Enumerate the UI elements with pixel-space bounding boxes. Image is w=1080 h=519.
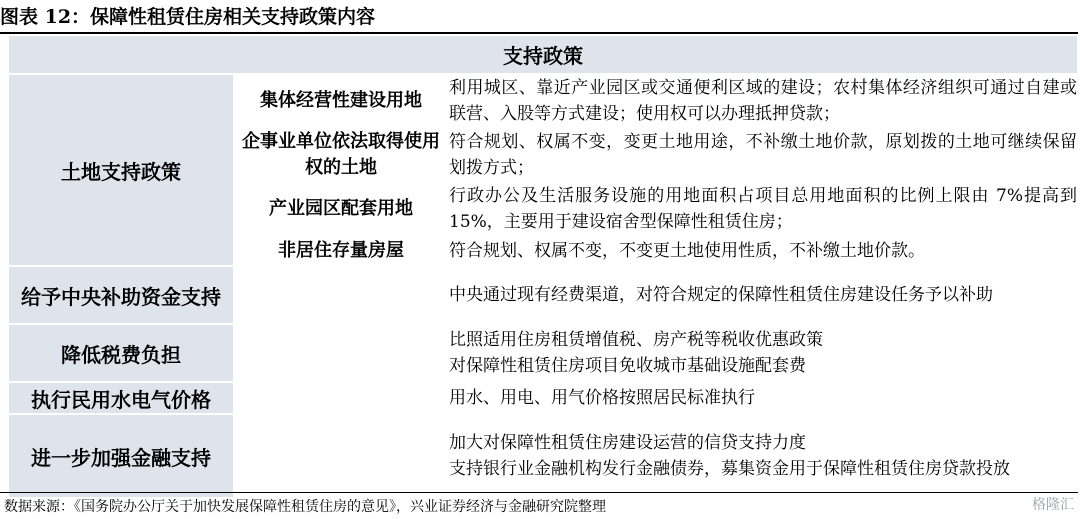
table-row — [9, 382, 1077, 414]
desc-line: 加大对保障性租赁住房建设运营的信贷支持力度 — [449, 433, 806, 453]
table-header-row — [9, 36, 1077, 74]
subcategory-empty — [233, 324, 449, 382]
category-central-subsidy: 给予中央补助资金支持 — [9, 266, 233, 324]
category-tax-reduction: 降低税费负担 — [9, 324, 233, 382]
desc-line: 支持银行业金融机构发行金融债券，募集资金用于保障性租赁住房贷款投放 — [449, 459, 1010, 479]
source-divider — [0, 492, 1078, 493]
desc-utility-price: 用水、用电、用气价格按照居民标准执行 — [449, 382, 1077, 414]
desc-line: 对保障性租赁住房项目免收城市基础设施配套费 — [449, 356, 806, 376]
watermark-logo: 格隆汇 — [1032, 497, 1074, 513]
title-divider — [0, 32, 1078, 34]
table-row — [9, 266, 1077, 324]
desc-financial-support — [449, 414, 1077, 498]
subcategory-collective-land: 集体经营性建设用地 — [233, 74, 449, 128]
desc-tax-reduction — [449, 324, 1077, 382]
policy-table — [9, 36, 1077, 499]
table-row — [9, 324, 1077, 382]
category-land: 土地支持政策 — [9, 74, 233, 266]
desc-collective-land: 利用城区、靠近产业园区或交通便利区域的建设；农村集体经济组织可通过自建或联营、入股等方式建设；使用权可以办理抵押贷款； — [449, 74, 1077, 128]
desc-non-residential-housing: 符合规划、权属不变，不变更土地使用性质，不补缴土地价款。 — [449, 236, 1077, 266]
desc-industrial-park-land: 行政办公及生活服务设施的用地面积占项目总用地面积的比例上限由 7%提高到 15%，主要用于建设宿舍型保障性租赁住房； — [449, 182, 1077, 236]
desc-enterprise-land: 符合规划、权属不变，变更土地用途，不补缴土地价款，原划拨的土地可继续保留划拨方式； — [449, 128, 1077, 182]
desc-line: 比照适用住房租赁增值税、房产税等税收优惠政策 — [449, 330, 823, 350]
subcategory-industrial-park-land: 产业园区配套用地 — [233, 182, 449, 236]
table-row — [9, 74, 1077, 128]
subcategory-empty — [233, 414, 449, 498]
desc-central-subsidy: 中央通过现有经费渠道，对符合规定的保障性租赁住房建设任务予以补助 — [449, 266, 1077, 324]
category-financial-support: 进一步加强金融支持 — [9, 414, 233, 498]
subcategory-enterprise-land: 企事业单位依法取得使用权的土地 — [233, 128, 449, 182]
figure-title: 图表 12：保障性租赁住房相关支持政策内容 — [0, 6, 376, 28]
category-utility-price: 执行民用水电气价格 — [9, 382, 233, 414]
source-note: 数据来源：《国务院办公厅关于加快发展保障性租赁住房的意见》，兴业证券经济与金融研究院整理 — [4, 499, 606, 515]
subcategory-empty — [233, 266, 449, 324]
table-header: 支持政策 — [9, 36, 1077, 74]
subcategory-non-residential-housing: 非居住存量房屋 — [233, 236, 449, 266]
table-row — [9, 414, 1077, 498]
subcategory-empty — [233, 382, 449, 414]
